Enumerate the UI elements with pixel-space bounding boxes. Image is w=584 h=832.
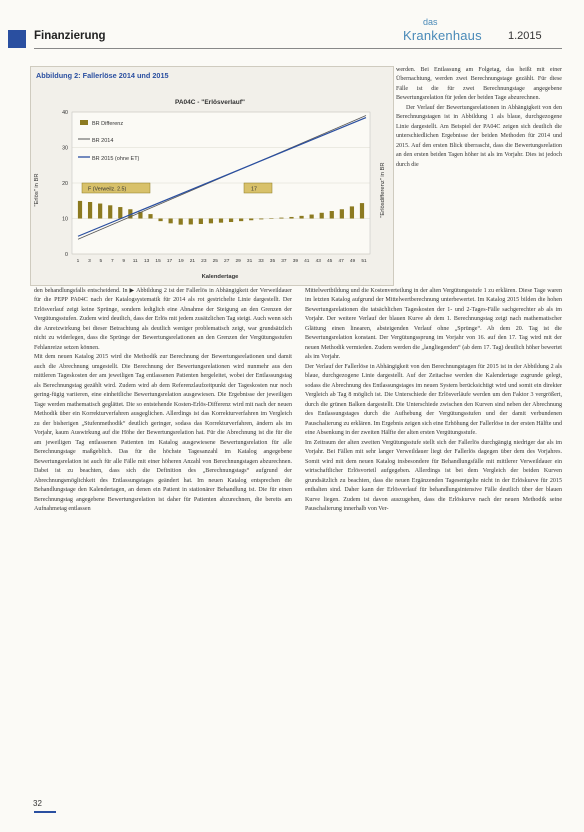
x-tick-label: 23 bbox=[201, 259, 207, 264]
x-tick-label: 31 bbox=[246, 259, 253, 264]
difference-bar bbox=[78, 201, 82, 219]
revenue-chart bbox=[30, 82, 392, 282]
y-tick-label: 10 bbox=[62, 216, 68, 223]
legend-label-2015: BR 2015 (ohne ET) bbox=[92, 156, 140, 162]
y-tick-label: 0 bbox=[65, 252, 68, 258]
x-tick-label: 39 bbox=[292, 259, 299, 264]
difference-bar bbox=[249, 219, 253, 221]
difference-bar bbox=[98, 204, 102, 219]
x-tick-label: 7 bbox=[110, 259, 114, 264]
difference-bar bbox=[179, 219, 183, 225]
y-tick-label: 40 bbox=[62, 110, 68, 116]
x-tick-label: 5 bbox=[99, 259, 103, 264]
left-column-text: den behandlungsfalls entscheidend. In ▶ Abbildung 2 ist der Fallerlös in Abhängigkeit der Verweildauer für die PEPP PA04C nach der Katalogsystematik für 2014 als rot gestrichelte Linie dargestellt. Der Erlösverlauf zeigt keine Sprünge, sondern lediglich eine Abnahme der Steigung an den Grenzen der Vergütungsstufen. Zudem wird deutlich, dass der Erlös mit jedem zusätzlichen Tag steigt. Auch wenn sich die Anreizwirkung bei dieser Betrachtung als deutlich weniger problematisch zeigt, war grundsätzlich nicht zu widerlegen, dass die Sprünge der Bewertungsrelationen an den Grenzen der Vergütungsstufen Fehlanreize setzen können. Mit dem neuen Katalog 2015 wird die Methodik zur Berechnung der Bewertungsrelationen und damit auch die Abrechnung umgestellt. Die Berechnung der Bewertungsrelationen wird nunmehr aus den mittleren Tageskosten der am jeweiligen Tag entlassenen Patienten hergeleitet, wobei der Entlassungstag als Berechnungstag gezählt wird. Zudem wird ab dem Referenzlaufzeitpunkt der Tageskosten nur noch gering-fügig variieren, eine einheitliche Bewertungsrelation ausgewiesen. Die Ergebnisse der jeweiligen Tage werden mathematisch geglättet. Die so entstehende Kosten-Erlös-Differenz wird mit nach der neuen Methodik über ein Korrekturverfahren ausgeglichen. Allerdings ist das Korrekturverfahren im Vergleich zu der bisherigen „Stufenmethodik“ deutlich geringer, sodass das Korrekturverfahren, ändern als im Vorjahr, kaum Auswirkung auf die Höhe der Bewertungsrelation hat. Für die Abrechnung ist die für die am jeweiligen Tag entlassenen Patienten im Katalog ausgewiesene Bewertungsrelation für alle Berechnungstage maßgeblich. Das für die höchste Tagesanzahl im Katalog angegebene Bewertungsrelation ist auch für alle Fälle mit einer höheren Anzahl von Berechnungstagen abzurechnen. Dabei ist zu beachten, dass sich die Definition des „Berechnungstags“ aufgrund der Abrechnungsmöglichkeit des Entlassungstages geändert hat. Im neuen Katalog entsprechen die Behandlungstage den Kalendertagen, an denen ein Patient in stationärer Behandlung ist. Die für einen Berechnungstag angegebene Bewertungsrelation ist daher für Patienten abzurechnen, die bereits am Aufnahmetag entlassen bbox=[34, 288, 292, 513]
difference-bar bbox=[299, 216, 303, 219]
difference-bar bbox=[279, 218, 283, 219]
x-tick-label: 3 bbox=[88, 259, 91, 264]
page-number-bar bbox=[34, 811, 56, 813]
x-tick-label: 21 bbox=[189, 259, 196, 264]
difference-bar bbox=[360, 203, 364, 218]
chart-title: PA04C - "Erlösverlauf" bbox=[175, 99, 245, 106]
section-title: Finanzierung bbox=[34, 30, 106, 42]
difference-bar bbox=[259, 219, 263, 220]
x-tick-label: 47 bbox=[338, 259, 344, 264]
difference-bar bbox=[310, 215, 314, 219]
x-tick-label: 29 bbox=[235, 259, 241, 264]
x-tick-label: 9 bbox=[122, 259, 126, 264]
difference-bar bbox=[340, 209, 344, 218]
paragraph: werden. Bei Entlassung am Folgetag, das heißt mit einer Übernachtung, werden zwei Berechnungstage gezählt. Für diese Fälle ist die für zwei Berechnungstage angegebene Bewertungsrelation für jeden der beiden Tage abzurechnen. bbox=[396, 67, 562, 102]
difference-bar bbox=[289, 217, 293, 219]
issue-number: 1.2015 bbox=[508, 30, 542, 42]
right-top-text bbox=[396, 66, 562, 170]
x-tick-label: 17 bbox=[166, 259, 173, 264]
annotation-17: 17 bbox=[251, 186, 257, 193]
section-marker bbox=[8, 30, 26, 48]
x-tick-label: 15 bbox=[155, 259, 161, 264]
difference-bar bbox=[269, 219, 273, 220]
x-tick-label: 37 bbox=[281, 259, 287, 264]
difference-bar bbox=[209, 219, 213, 224]
header-rule bbox=[34, 48, 562, 49]
difference-bar bbox=[158, 219, 162, 222]
x-tick-label: 27 bbox=[224, 259, 230, 264]
difference-bar bbox=[169, 219, 173, 224]
legend-label-diff: BR Differenz bbox=[92, 121, 124, 127]
annotation-f: F (Verweilz. 2.5) bbox=[88, 186, 127, 193]
page-header bbox=[0, 0, 584, 70]
y-axis-right-label: "Erlösdifferenz" in BR bbox=[380, 162, 386, 218]
x-tick-label: 19 bbox=[178, 259, 184, 264]
x-tick-label: 25 bbox=[212, 259, 218, 264]
difference-bar bbox=[189, 219, 193, 225]
difference-bar bbox=[239, 219, 243, 222]
x-tick-label: 35 bbox=[269, 259, 276, 264]
y-tick-label: 30 bbox=[62, 145, 68, 152]
difference-bar bbox=[330, 211, 334, 218]
x-tick-label: 11 bbox=[132, 259, 138, 264]
difference-bar bbox=[88, 202, 92, 219]
x-tick-label: 33 bbox=[258, 259, 264, 264]
difference-bar bbox=[229, 219, 233, 223]
difference-bar bbox=[148, 214, 152, 218]
difference-bar bbox=[108, 205, 112, 218]
x-tick-label: 49 bbox=[349, 259, 356, 264]
difference-bar bbox=[320, 213, 324, 219]
x-tick-label: 43 bbox=[315, 259, 321, 264]
magazine-logo-prefix: das bbox=[423, 17, 438, 27]
y-axis-label: "Erlös" in BR bbox=[34, 173, 40, 207]
x-tick-label: 41 bbox=[304, 259, 310, 264]
y-tick-label: 20 bbox=[62, 181, 68, 187]
difference-bar bbox=[118, 207, 122, 218]
difference-bar bbox=[350, 206, 354, 218]
difference-bar bbox=[219, 219, 223, 223]
difference-bar bbox=[199, 219, 203, 225]
right-column-text: Mittelwertbildung und die Kostenverteilung in der alten Vergütungsstufe 1 zu erklären. Diese Tage waren im letzten Katalog aufgrund der Mittelwertberechnung unterbewertet. Im Katalog 2015 bilden die hohen Bewertungsrelationen die tatsächlichen Tageskosten der 1- und 2-Tages-Fälle sachgerechter ab als im Vorjahr. Der weitere Verlauf der blauen Kurve ab dem 1. Berechnungstag zeigt nach mathematischer Glättung einen linearen, absteigenden Verlauf ohne „Sprünge“. Ab dem 20. Tag ist die Bewertungsrelation konstant. Der Vergütungssprung im Vorjahr von 16. auf den 17. Tag wird mit der neuen Methodik vermieden. Zudem werden die „langliegenden“ (ab dem 17. Tag) deutlich höher bewertet als im Vorjahr. Der Verlauf der Fallerlöse in Abhängigkeit von den Berechnungstagen für 2015 ist in der Abbildung 2 als blaue, durchgezogene Linie dargestellt. Auf der Zeitachse werden die Kalendertage zugrunde gelegt, sodass die Abrechnung des Entlassungstages im neuen System berücksichtigt wird und somit ein direkter Vergleich ab Tag 8 möglich ist. Die Unterschiede der Erlösverläufe werden um den Faktor 3 vergrößert, durch die grünen Balken dargestellt. Die Unterschiede zwischen den Kurven sind neben der Abrechnung des Entlassungstages durch die Aufhebung der Vergütungsstufen und der damit verbundenen Pauschalierung zu erklären. Im Ergebnis zeigen sich eine Erhöhung der Fallerlöse in der ersten Hälfte und eine Absenkung in der zweiten Hälfte der alten ersten Vergütungsstufe. Im Zeitraum der alten zweiten Vergütungsstufe stellt sich der Fallerlös durchgängig niedriger dar als im Vorjahr. Bei Fällen mit sehr langer Verweildauer liegt der Fallerlös dagegen über dem des Vorjahres. Somit wird mit dem neuen Katalog insbesondere für Behandlungsfälle mit mittlerer Verweildauer ein wirtschaftlicher Erlösvorteil aufgegeben. Allerdings ist bei dem Vergleich der beiden Kurven grundsätzlich zu beachten, dass die neuen Ergänzenden Tagesentgelte nicht in der Erlöskurve für 2015 enthalten sind. Daher kann der Erlösverlauf für behandlungsintensive Fälle deutlich über der blauen Kurve liegen. Zudem ist davon auszugehen, dass die Erlöskurve nach der neuen Methodik seine Pauschalierung innerhalb von Ver- bbox=[305, 288, 562, 513]
paragraph: Der Verlauf der Bewertungsrelationen in Abhängigkeit von den Berechnungstagen ist in Abbildung 1 als blaue, durchgezogene Linie dargestellt. Am Beispiel der PA04C zeigen sich deutlich die unterschiedlichen Ergebnisse der beiden Methoden für 2014 und 2015. Auf den ersten Blick überrascht, dass die Bewertungsrelation an den ersten beiden Tagen höher ist als im Vorjahr. Dies ist jedoch durch die bbox=[396, 104, 562, 168]
x-tick-label: 51 bbox=[361, 259, 367, 264]
legend-label-2014: BR 2014 bbox=[92, 138, 114, 144]
magazine-logo: Krankenhaus bbox=[403, 28, 482, 43]
figure-caption: Abbildung 2: Fallerlöse 2014 und 2015 bbox=[36, 71, 169, 80]
annotation-box-17 bbox=[244, 183, 272, 193]
x-tick-label: 1 bbox=[76, 259, 80, 264]
legend-swatch-diff bbox=[80, 120, 88, 125]
x-tick-label: 45 bbox=[327, 259, 333, 264]
page-number: 32 bbox=[33, 799, 42, 808]
x-axis-label: Kalendertage bbox=[201, 274, 239, 280]
x-tick-label: 13 bbox=[143, 259, 150, 264]
